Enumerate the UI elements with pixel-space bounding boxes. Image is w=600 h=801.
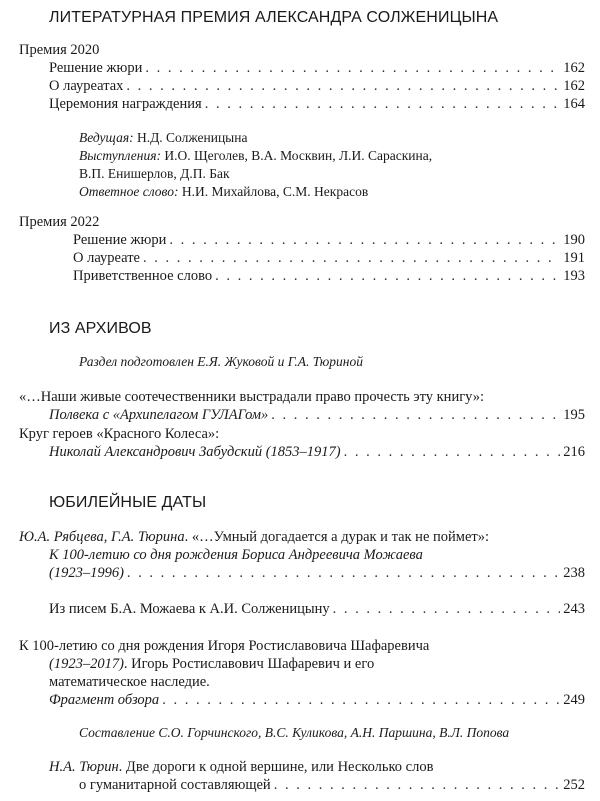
toc-entry-page: 252 xyxy=(563,777,585,793)
toc-entry[interactable] xyxy=(79,776,585,794)
toc-entry[interactable] xyxy=(49,600,585,618)
toc-entry-title: Приветственное слово xyxy=(73,268,213,284)
shafarevich-title-line-3: математическое наследие. xyxy=(49,674,210,690)
dot-leader xyxy=(274,776,561,794)
toc-entry-title: Фрагмент обзора xyxy=(49,692,160,708)
toc-entry-page: 164 xyxy=(563,96,585,112)
toc-entry[interactable] xyxy=(49,443,585,461)
dot-leader xyxy=(344,443,561,461)
toc-entry-title: Николай Александрович Забудский (1853–1917) xyxy=(49,444,341,460)
mozhaev-subtitle: К 100-летию со дня рождения Бориса Андреевича Можаева xyxy=(49,547,423,563)
archives-item-1-title: «…Наши живые соотечественники выстрадали право прочесть эту книгу»: xyxy=(19,389,485,405)
section-heading-jubilee: ЮБИЛЕЙНЫЕ ДАТЫ xyxy=(49,494,207,511)
toc-entry[interactable] xyxy=(49,59,585,77)
toc-entry[interactable] xyxy=(49,691,585,709)
dot-leader xyxy=(162,691,560,709)
toc-entry-title: О лауреатах xyxy=(49,78,124,94)
dot-leader xyxy=(169,231,560,249)
dot-leader xyxy=(145,59,560,77)
toc-entry[interactable] xyxy=(49,77,585,95)
dot-leader xyxy=(127,564,560,582)
prize-2022-heading: Премия 2022 xyxy=(19,214,100,230)
credits-speakers: Выступления: И.О. Щеголев, В.А. Москвин, Л.И. Сараскина, xyxy=(79,148,433,163)
toc-entry-title: Полвека с «Архипелагом ГУЛАГом» xyxy=(49,407,269,423)
dot-leader xyxy=(271,406,560,424)
credits-speakers-cont: В.П. Енишерлов, Д.П. Бак xyxy=(79,166,230,181)
turin-title-line-1: Н.А. Тюрин. Две дороги к одной вершине, или Несколько слов xyxy=(49,759,434,775)
toc-entry-title: О лауреате xyxy=(73,250,140,266)
section-heading-prize: ЛИТЕРАТУРНАЯ ПРЕМИЯ АЛЕКСАНДРА СОЛЖЕНИЦЫНА xyxy=(49,9,499,26)
toc-entry-title: Решение жюри xyxy=(49,60,143,76)
archives-prepared-by: Раздел подготовлен Е.Я. Жуковой и Г.А. Тюриной xyxy=(79,354,364,369)
toc-entry-page: 193 xyxy=(563,268,585,284)
toc-entry-page: 249 xyxy=(563,692,585,708)
toc-entry-title: Из писем Б.А. Можаева к А.И. Солженицыну xyxy=(49,601,330,617)
credits-reply: Ответное слово: Н.И. Михайлова, С.М. Некрасов xyxy=(79,184,369,199)
prize-2020-heading: Премия 2020 xyxy=(19,42,100,58)
toc-entry-title: Церемония награждения xyxy=(49,96,202,112)
section-heading-archives: ИЗ АРХИВОВ xyxy=(49,320,152,337)
dot-leader xyxy=(126,77,560,95)
toc-entry-page: 162 xyxy=(563,78,585,94)
toc-entry[interactable] xyxy=(49,564,585,582)
toc-entry[interactable] xyxy=(73,231,585,249)
dot-leader xyxy=(205,95,561,113)
mozhaev-title: Ю.А. Рябцева, Г.А. Тюрина. «…Умный догадается а дурак и так не поймет»: xyxy=(19,529,490,545)
dot-leader xyxy=(215,267,560,285)
toc-entry-page: 238 xyxy=(563,565,585,581)
toc-entry-title: о гуманитарной составляющей xyxy=(79,777,271,793)
dot-leader xyxy=(143,249,560,267)
toc-entry-page: 243 xyxy=(563,601,585,617)
toc-entry-page: 191 xyxy=(563,250,585,266)
shafarevich-title-line-2: (1923–2017). Игорь Ростиславович Шафаревич и его xyxy=(49,656,375,672)
shafarevich-title-line-1: К 100-летию со дня рождения Игоря Ростиславовича Шафаревича xyxy=(19,638,430,654)
toc-entry-title: (1923–1996) xyxy=(49,565,124,581)
toc-entry[interactable] xyxy=(73,267,585,285)
toc-entry[interactable] xyxy=(49,406,585,424)
toc-entry[interactable] xyxy=(49,95,585,113)
archives-item-2-title: Круг героев «Красного Колеса»: xyxy=(19,426,220,442)
toc-entry-page: 190 xyxy=(563,232,585,248)
toc-entry[interactable] xyxy=(73,249,585,267)
dot-leader xyxy=(333,600,561,618)
toc-entry-page: 216 xyxy=(563,444,585,460)
toc-entry-title: Решение жюри xyxy=(73,232,167,248)
toc-entry-page: 195 xyxy=(563,407,585,423)
shafarevich-compiled-by: Составление С.О. Горчинского, В.С. Куликова, А.Н. Паршина, В.Л. Попова xyxy=(79,725,510,740)
credits-host: Ведущая: Н.Д. Солженицына xyxy=(79,130,248,145)
toc-entry-page: 162 xyxy=(563,60,585,76)
